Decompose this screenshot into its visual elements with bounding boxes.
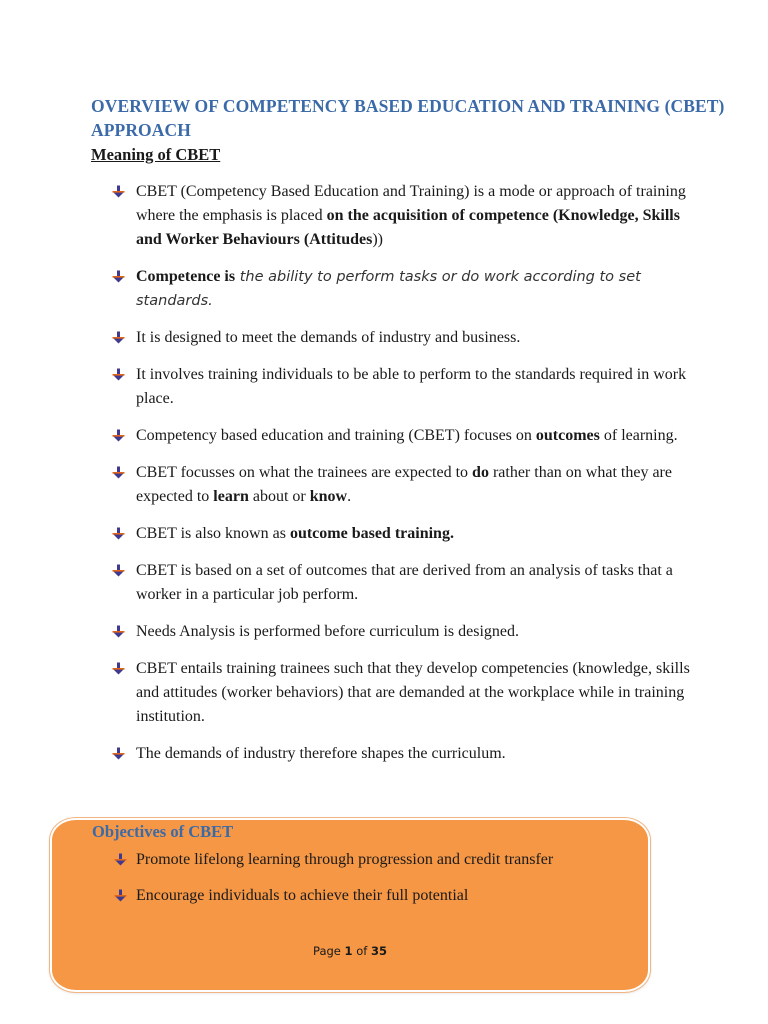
page-title: OVERVIEW OF COMPETENCY BASED EDUCATION AND TRAINING (CBET) APPROACH bbox=[91, 96, 725, 140]
bullet-bold-text: on the acquisition of competence bbox=[326, 207, 549, 224]
list-item bbox=[114, 884, 634, 908]
bullet-text: It involves training individuals to be able to perform to the standards required in work place. bbox=[136, 366, 687, 407]
bullet-text: CBET entails training trainees such that they develop competencies (knowledge, skills and attitudes (worker behaviors) that are demanded at the workplace while in training institution. bbox=[136, 660, 690, 725]
bullet-text: Needs Analysis is performed before curriculum is designed. bbox=[136, 623, 520, 640]
objective-text: Promote lifelong learning through progression and credit transfer bbox=[136, 851, 554, 868]
bullet-bold-text: Competence is bbox=[136, 268, 236, 285]
page-current: 1 bbox=[344, 944, 353, 958]
bullet-text: CBET (Competency Based Education and Training) is a mode or approach of training where the emphasis is placed bbox=[136, 183, 686, 224]
bullet-text: CBET is also known as bbox=[136, 525, 290, 542]
list-item bbox=[112, 461, 692, 509]
definition-italic-text: the ability to perform tasks or do work according to set standards. bbox=[136, 269, 641, 309]
bullet-text: Competency based education and training (CBET) focuses on bbox=[136, 427, 536, 444]
list-item bbox=[112, 424, 692, 448]
bullet-text: CBET focusses on what the trainees are expected to bbox=[136, 464, 473, 481]
bullet-text: rather than on what they are expected to bbox=[136, 464, 672, 505]
page-prefix: Page bbox=[313, 944, 345, 958]
objective-text: Encourage individuals to achieve their full potential bbox=[136, 887, 469, 904]
arrow-down-bullet-icon bbox=[114, 853, 127, 866]
list-item bbox=[112, 657, 692, 729]
bullet-bold-text: do bbox=[472, 464, 489, 481]
arrow-down-bullet-icon bbox=[112, 466, 125, 479]
arrow-down-bullet-icon bbox=[112, 331, 125, 344]
arrow-down-bullet-icon bbox=[112, 625, 125, 638]
list-item bbox=[112, 265, 692, 313]
bullet-bold-text: learn bbox=[213, 488, 249, 505]
arrow-down-bullet-icon bbox=[112, 564, 125, 577]
arrow-down-bullet-icon bbox=[112, 429, 125, 442]
section-heading-meaning: Meaning of CBET bbox=[91, 145, 221, 164]
bullet-text: CBET is based on a set of outcomes that are derived from an analysis of tasks that a worker in a particular job perform. bbox=[136, 562, 673, 603]
list-item bbox=[114, 848, 634, 872]
bullet-bold-text: outcomes bbox=[535, 427, 600, 444]
list-item bbox=[112, 620, 692, 644]
arrow-down-bullet-icon bbox=[112, 662, 125, 675]
objectives-callout-box bbox=[50, 818, 650, 992]
bullet-bold-text: (Knowledge, Skills and Worker Behaviours bbox=[136, 207, 680, 248]
bullet-text: The demands of industry therefore shapes the curriculum. bbox=[136, 745, 506, 762]
page-total: 35 bbox=[370, 944, 387, 958]
bullet-text: of learning. bbox=[599, 427, 678, 444]
page-number bbox=[52, 944, 648, 958]
bullet-text: about or bbox=[248, 488, 310, 505]
arrow-down-bullet-icon bbox=[112, 527, 125, 540]
objectives-heading: Objectives of CBET bbox=[92, 822, 234, 841]
list-item bbox=[112, 742, 692, 766]
meaning-bullet-list bbox=[112, 180, 692, 779]
list-item bbox=[112, 522, 692, 546]
page-of: of bbox=[352, 944, 371, 958]
list-item bbox=[112, 326, 692, 350]
arrow-down-bullet-icon bbox=[112, 270, 125, 283]
list-item bbox=[112, 180, 692, 252]
bullet-bold-text: know bbox=[309, 488, 348, 505]
arrow-down-bullet-icon bbox=[112, 368, 125, 381]
list-item bbox=[112, 559, 692, 607]
bullet-bold-text: outcome based training. bbox=[289, 525, 454, 542]
bullet-text: . bbox=[347, 488, 352, 505]
bullet-text: It is designed to meet the demands of industry and business. bbox=[136, 329, 521, 346]
arrow-down-bullet-icon bbox=[112, 747, 125, 760]
list-item bbox=[112, 363, 692, 411]
bullet-bold-text: (Attitudes bbox=[303, 231, 373, 248]
objectives-list bbox=[114, 848, 634, 920]
arrow-down-bullet-icon bbox=[112, 185, 125, 198]
arrow-down-bullet-icon bbox=[114, 889, 127, 902]
bullet-text: )) bbox=[372, 231, 383, 248]
